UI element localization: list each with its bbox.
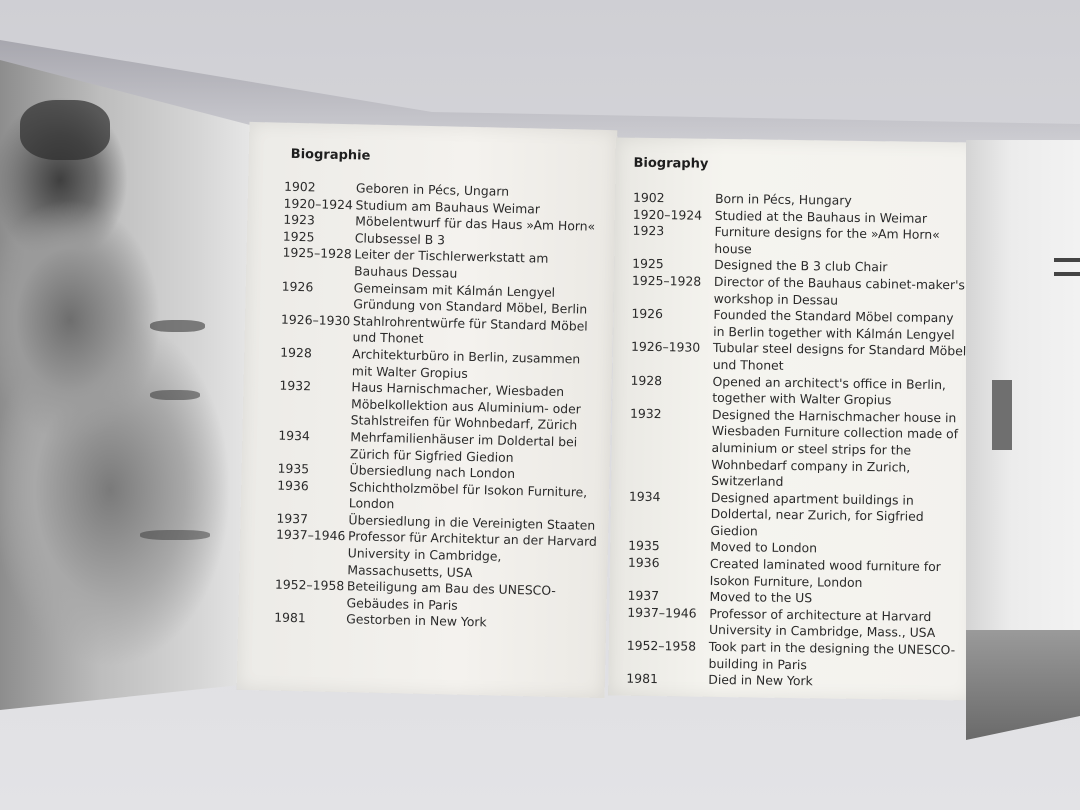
- page-title: Biographie: [290, 146, 371, 164]
- entry-text: Born in Pécs, Hungary: [714, 190, 852, 208]
- entry-year: 1937–1946: [627, 604, 697, 621]
- entry-text: Geboren in Pécs, Ungarn: [355, 180, 510, 199]
- entry-text: Designed apartment buildings in Doldertal, near Zurich, for Sigfried Giedion: [710, 489, 924, 539]
- entry-year: 1920–1924: [632, 206, 703, 223]
- entry-text: Gestorben in New York: [346, 611, 487, 630]
- list-item: [279, 378, 602, 435]
- photo-detail: [1054, 258, 1080, 262]
- entry-text: Clubsessel B 3: [354, 230, 446, 248]
- entry-year: 1934: [278, 427, 311, 444]
- entry-text: Mehrfamilienhäuser im Doldertal bei Zürich für Sigfried Giedion: [349, 429, 578, 465]
- entry-text: Stahlrohrentwürfe für Standard Möbel und Thonet: [352, 313, 588, 347]
- entry-text: Designed the Harnischmacher house in Wiesbaden Furniture collection made of aluminium or steel strips for the Wohnbedarf company in Zurich, Switzerland: [711, 406, 959, 489]
- entry-list: [626, 190, 969, 692]
- entry-year: 1937: [627, 587, 660, 604]
- photo-detail: [1054, 272, 1080, 276]
- list-item: [628, 555, 964, 593]
- entry-text: Übersiedlung in die Vereinigten Staaten: [348, 512, 596, 533]
- entry-year: 1928: [630, 372, 663, 388]
- entry-year: 1926–1930: [630, 339, 701, 356]
- photo-detail: [966, 630, 1080, 740]
- entry-year: 1932: [629, 405, 662, 421]
- entry-year: 1934: [628, 488, 661, 504]
- entry-text: Studied at the Bauhaus in Weimar: [714, 207, 928, 226]
- entry-year: 1936: [627, 554, 660, 571]
- entry-year: 1935: [277, 460, 310, 477]
- entry-year: 1925: [632, 256, 664, 272]
- list-item: [632, 223, 968, 261]
- entry-year: 1902: [283, 178, 316, 195]
- architecture-photo-page: [966, 140, 1080, 740]
- entry-text: Director of the Bauhaus cabinet-maker's workshop in Dessau: [713, 273, 966, 308]
- entry-text: Moved to the US: [709, 589, 813, 606]
- entry-year: 1936: [277, 477, 309, 494]
- list-item: [631, 306, 967, 344]
- list-item: [632, 273, 968, 311]
- entry-text: Tubular steel designs for Standard Möbel und Thonet: [712, 340, 967, 373]
- entry-text: Haus Harnischmacher, Wiesbaden Möbelkollektion aus Aluminium- oder Stahlstreifen für Wohnbedarf, Zürich: [350, 379, 582, 433]
- entry-text: Schichtholzmöbel für Isokon Furniture, London: [348, 478, 588, 512]
- list-item: [275, 527, 598, 584]
- entry-list: [274, 179, 606, 634]
- entry-year: 1952–1958: [274, 576, 345, 594]
- entry-text: Created laminated wood furniture for Isokon Furniture, London: [709, 555, 941, 590]
- entry-year: 1935: [628, 538, 660, 554]
- entry-text: Übersiedlung nach London: [349, 462, 516, 482]
- entry-year: 1926: [281, 278, 314, 294]
- entry-text: Beteiligung am Bau des UNESCO-Gebäudes in Paris: [346, 578, 557, 613]
- entry-text: Took part in the designing the UNESCO-building in Paris: [708, 638, 956, 672]
- entry-year: 1925–1928: [282, 245, 352, 262]
- list-item: [626, 671, 962, 692]
- list-item: [629, 405, 966, 493]
- entry-year: 1925–1928: [631, 272, 702, 289]
- entry-text: Designed the B 3 club Chair: [714, 257, 888, 275]
- entry-year: 1923: [632, 222, 665, 239]
- entry-year: 1925: [282, 228, 315, 245]
- entry-year: 1952–1958: [626, 637, 697, 654]
- entry-text: Studium am Bauhaus Weimar: [355, 196, 541, 217]
- entry-year: 1932: [279, 377, 312, 394]
- list-item: [626, 638, 962, 676]
- entry-year: 1926: [631, 305, 664, 322]
- entry-text: Professor of architecture at Harvard University in Cambridge, Mass., USA: [708, 605, 936, 641]
- entry-year: 1926–1930: [280, 311, 351, 328]
- entry-year: 1923: [283, 211, 315, 228]
- hair-shade: [20, 100, 110, 160]
- entry-year: 1928: [280, 344, 312, 361]
- entry-year: 1981: [626, 670, 659, 687]
- entry-text: Founded the Standard Möbel company in Berlin together with Kálmán Lengyel: [713, 307, 955, 342]
- entry-year: 1937: [276, 510, 309, 527]
- mouth-shade: [140, 530, 210, 540]
- list-item: [630, 372, 966, 410]
- entry-text: Opened an architect's office in Berlin, together with Walter Gropius: [712, 373, 947, 408]
- entry-text: Moved to London: [710, 539, 818, 556]
- list-item: [631, 339, 967, 377]
- biographie-page: [237, 122, 618, 698]
- entry-year: 1937–1946: [275, 527, 346, 544]
- page-title: Biography: [633, 155, 709, 172]
- entry-text: Leiter der Tischlerwerkstatt am Bauhaus Dessau: [353, 246, 549, 281]
- list-item: [627, 605, 963, 643]
- eye-shade: [150, 390, 200, 400]
- entry-text: Gemeinsam mit Kálmán Lengyel Gründung von Standard Möbel, Berlin: [353, 279, 588, 317]
- entry-text: Möbelentwurf für das Haus »Am Horn«: [355, 213, 596, 234]
- list-item: [628, 488, 965, 542]
- entry-text: Professor für Architektur an der Harvard University in Cambridge, Massachusetts, USA: [347, 528, 598, 580]
- portrait-photo: [0, 60, 250, 710]
- photo-detail: [992, 380, 1012, 450]
- biography-page: [608, 137, 980, 700]
- entry-text: Architekturbüro in Berlin, zusammen mit Walter Gropius: [351, 346, 581, 381]
- eye-shade: [150, 320, 205, 332]
- entry-year: 1920–1924: [283, 195, 354, 212]
- entry-year: 1981: [274, 610, 306, 626]
- entry-text: Died in New York: [708, 672, 813, 689]
- entry-text: Furniture designs for the »Am Horn« house: [714, 224, 940, 257]
- entry-year: 1902: [632, 189, 665, 206]
